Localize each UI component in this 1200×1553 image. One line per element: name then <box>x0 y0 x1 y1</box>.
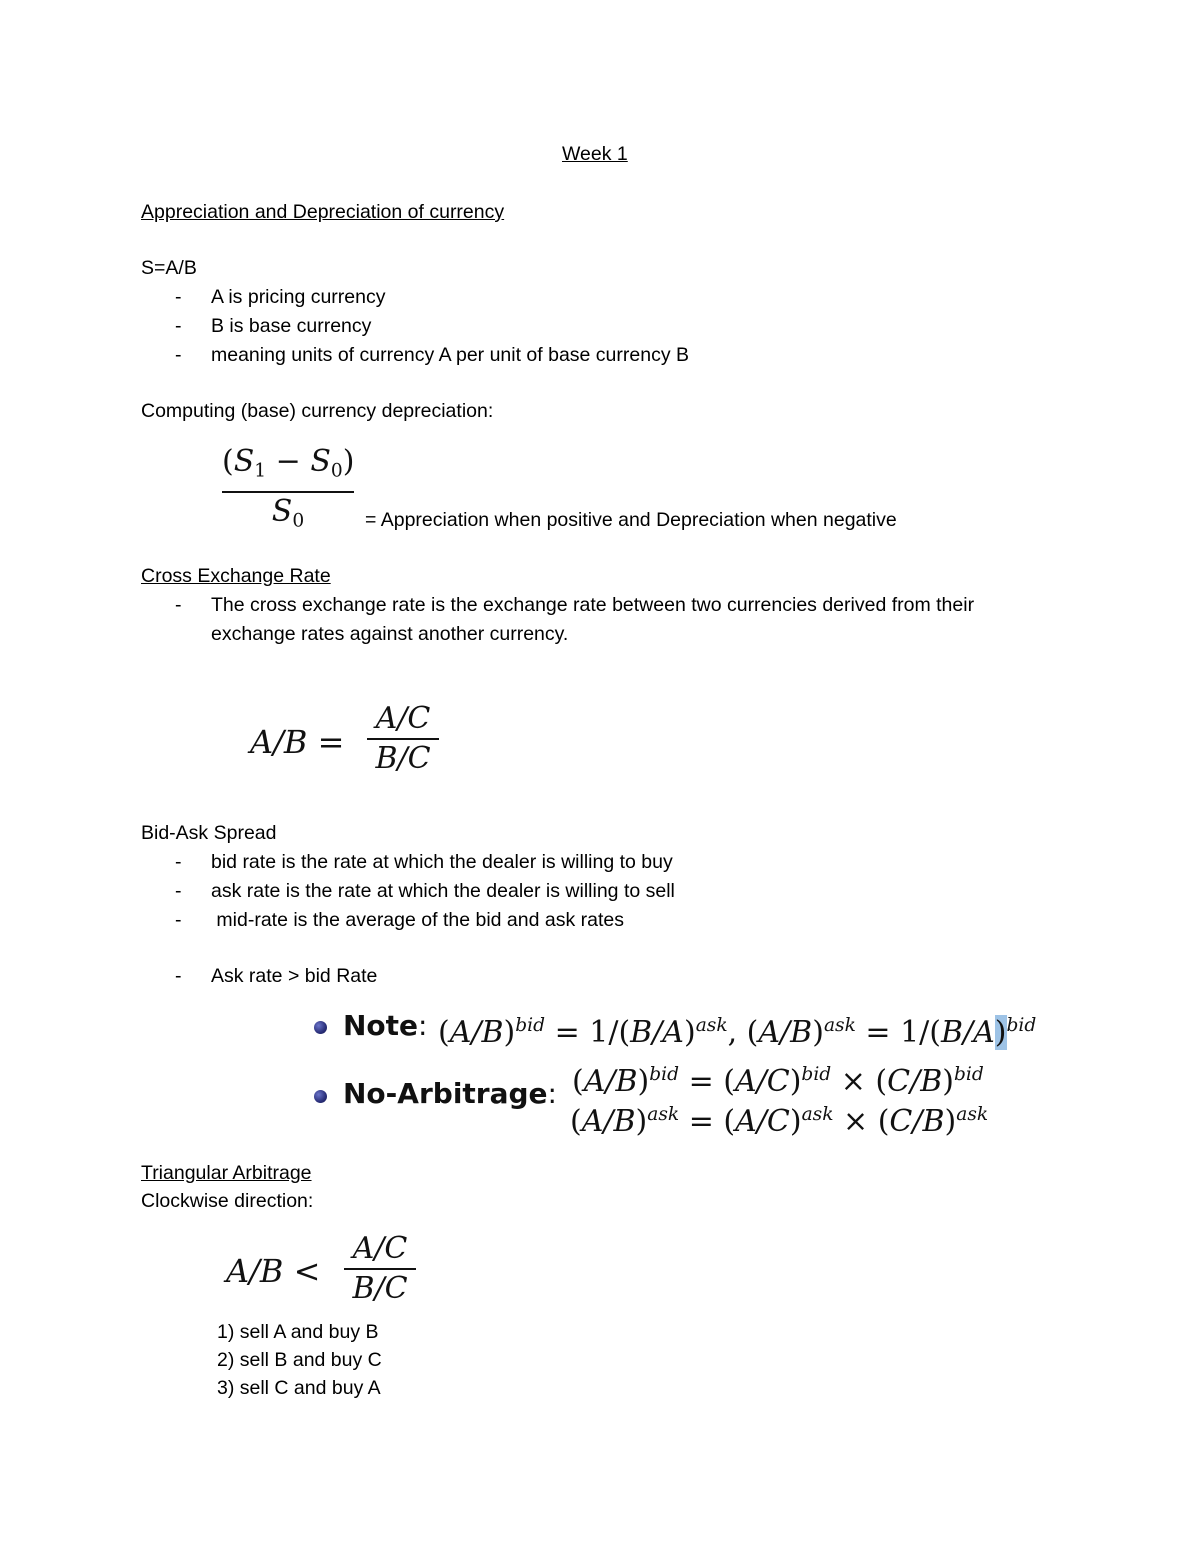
bullet-icon <box>314 1021 327 1034</box>
bullet-dash: - <box>175 965 182 987</box>
no-arbitrage-label: No-Arbitrage: <box>343 1077 557 1110</box>
triangular-fraction <box>344 1230 416 1308</box>
section-heading-cross-rate: Cross Exchange Rate <box>141 565 331 587</box>
page-title: Week 1 <box>562 143 628 165</box>
fraction-numerator: A/C <box>352 1231 408 1266</box>
note-formula: $(A/B)^{bid} = 1/(B/A)^{ask}$, $(A/B)^{ask} = 1/(B/A)^{bid}$ <box>438 1015 1037 1051</box>
bullet-dash: - <box>175 315 182 337</box>
bullet-dash: - <box>175 909 182 931</box>
list-item: 1) sell A and buy B <box>217 1321 379 1343</box>
cross-rate-fraction <box>367 700 439 778</box>
section-heading-appreciation: Appreciation and Depreciation of currency <box>141 201 505 223</box>
bullet-dash: - <box>175 851 182 873</box>
bullet-dash: - <box>175 286 182 308</box>
fraction-note: = Appreciation when positive and Depreciation when negative <box>365 509 897 531</box>
triangular-lhs: A/B < <box>226 1252 321 1290</box>
cross-rate-lhs: A/B = <box>250 723 345 761</box>
spot-rate-formula: S=A/B <box>141 257 197 279</box>
list-item: Ask rate > bid Rate <box>211 965 378 987</box>
clockwise-label: Clockwise direction: <box>141 1190 314 1212</box>
note-label: Note: <box>343 1009 428 1042</box>
fraction-numerator: A/C <box>375 701 431 736</box>
fraction-denominator: B/C <box>375 741 431 776</box>
section-heading-bid-ask: Bid-Ask Spread <box>141 822 277 844</box>
list-item: meaning units of currency A per unit of base currency B <box>211 344 690 366</box>
depreciation-fraction <box>222 443 354 540</box>
list-item: 2) sell B and buy C <box>217 1349 382 1371</box>
bullet-dash: - <box>175 344 182 366</box>
no-arbitrage-ask-formula: $(A/B)^{ask} = (A/C)^{ask} \times (C/B)^{ask}$ <box>570 1104 989 1140</box>
list-item: The cross exchange rate is the exchange rate between two currencies derived from their <box>211 594 975 616</box>
list-item-continuation: exchange rates against another currency. <box>211 623 569 645</box>
no-arbitrage-bid-formula: $(A/B)^{bid} = (A/C)^{bid} \times (C/B)^{bid}$ <box>572 1064 984 1100</box>
bullet-dash: - <box>175 594 182 616</box>
list-item: B is base currency <box>211 315 372 337</box>
list-item: 3) sell C and buy A <box>217 1377 381 1399</box>
section-heading-triangular: Triangular Arbitrage <box>141 1162 312 1184</box>
bullet-icon <box>314 1090 327 1103</box>
list-item: ask rate is the rate at which the dealer is willing to sell <box>211 880 675 902</box>
list-item: mid-rate is the average of the bid and ask rates <box>211 909 624 931</box>
fraction-denominator: B/C <box>352 1271 408 1306</box>
fraction-denominator: $S_0$ <box>271 493 305 532</box>
bullet-dash: - <box>175 880 182 902</box>
fraction-numerator: $(S_1 - S_0)$ <box>222 444 355 482</box>
list-item: A is pricing currency <box>211 286 386 308</box>
list-item: bid rate is the rate at which the dealer is willing to buy <box>211 851 673 873</box>
computing-label: Computing (base) currency depreciation: <box>141 400 494 422</box>
